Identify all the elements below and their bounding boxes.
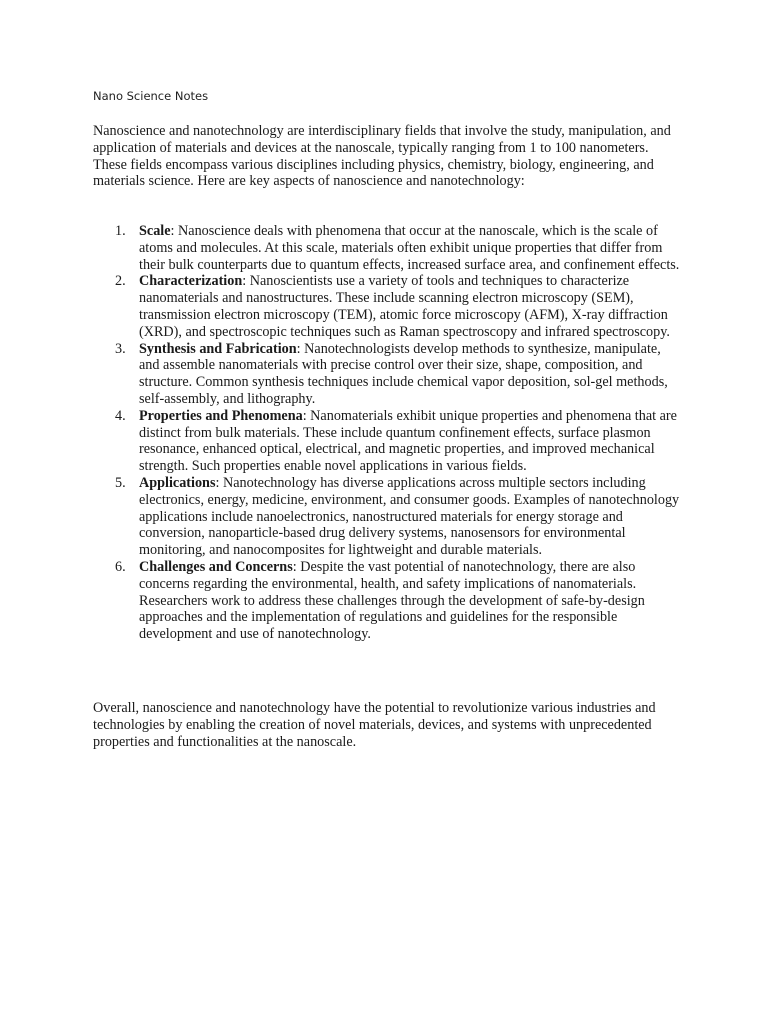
conclusion-paragraph: Overall, nanoscience and nanotechnology have the potential to revolutionize various industries and technologies by enabling the creation of novel materials, devices, and systems with unprecedented properties and functionalities at the nanoscale. — [93, 700, 656, 750]
list-item-number: 6. — [115, 558, 126, 575]
list-item-term: Characterization — [139, 273, 243, 290]
list-item — [93, 341, 683, 408]
list-item-term: Synthesis and Fabrication — [139, 340, 297, 357]
list-item-number: 5. — [115, 474, 126, 491]
list-item-term: Applications — [139, 474, 216, 491]
list-item — [93, 408, 683, 475]
list-item-term: Challenges and Concerns — [139, 558, 293, 575]
list-item-text: : Despite the vast potential of nanotechnology, there are also concerns regarding the environmental, health, and safety implications of nanomaterials. Researchers work to address these challenges through the development of safe-by-design approaches and the implementation of regulations and guidelines for the responsible development and use of nanotechnology. — [139, 558, 645, 643]
list-item-text: : Nanoscience deals with phenomena that occur at the nanoscale, which is the scale of atoms and molecules. At this scale, materials often exhibit unique properties that differ from their bulk counterparts due to quantum effects, increased surface area, and confinement effects. — [139, 223, 680, 273]
list-item-text: : Nanomaterials exhibit unique properties and phenomena that are distinct from bulk materials. These include quantum confinement effects, surface plasmon resonance, enhanced optical, electrical, and magnetic properties, and improved mechanical strength. Such properties enable novel applications in various fields. — [139, 407, 677, 475]
list-item-term: Scale — [139, 223, 171, 239]
document-title: Nano Science Notes — [93, 89, 209, 103]
list-item — [93, 223, 683, 273]
key-aspects-list — [93, 223, 683, 643]
list-item-number: 1. — [115, 223, 126, 239]
intro-paragraph: Nanoscience and nanotechnology are interdisciplinary fields that involve the study, manipulation, and application of materials and devices at the nanoscale, typically ranging from 1 to 100 nanometers. These fields encompass various disciplines including physics, chemistry, biology, engineering, and materials science. Here are key aspects of nanoscience and nanotechnology: — [93, 123, 671, 190]
list-item-number: 3. — [115, 340, 126, 357]
list-item-text: : Nanotechnologists develop methods to synthesize, manipulate, and assemble nanomaterials with precise control over their size, shape, composition, and structure. Common synthesis techniques include chemical vapor deposition, sol-gel methods, self-assembly, and lithography. — [139, 340, 668, 407]
list-item-term: Properties and Phenomena — [139, 407, 303, 424]
list-item — [93, 273, 683, 340]
list-item-text: : Nanoscientists use a variety of tools and techniques to characterize nanomaterials and nanostructures. These include scanning electron microscopy (SEM), transmission electron microscopy (TEM), atomic force microscopy (AFM), X-ray diffraction (XRD), and spectroscopic techniques such as Raman spectroscopy and infrared spectroscopy. — [139, 273, 670, 340]
list-item — [93, 475, 683, 559]
list-item-text: : Nanotechnology has diverse applications across multiple sectors including electronics, energy, medicine, environment, and consumer goods. Examples of nanotechnology applications include nanoelectronics, nanostructured materials for energy storage and conversion, nanoparticle-based drug delivery systems, nanosensors for environmental monitoring, and nanocomposites for lightweight and durable materials. — [139, 474, 680, 559]
list-item — [93, 559, 683, 643]
list-item-number: 2. — [115, 273, 126, 290]
list-item-number: 4. — [115, 407, 126, 424]
